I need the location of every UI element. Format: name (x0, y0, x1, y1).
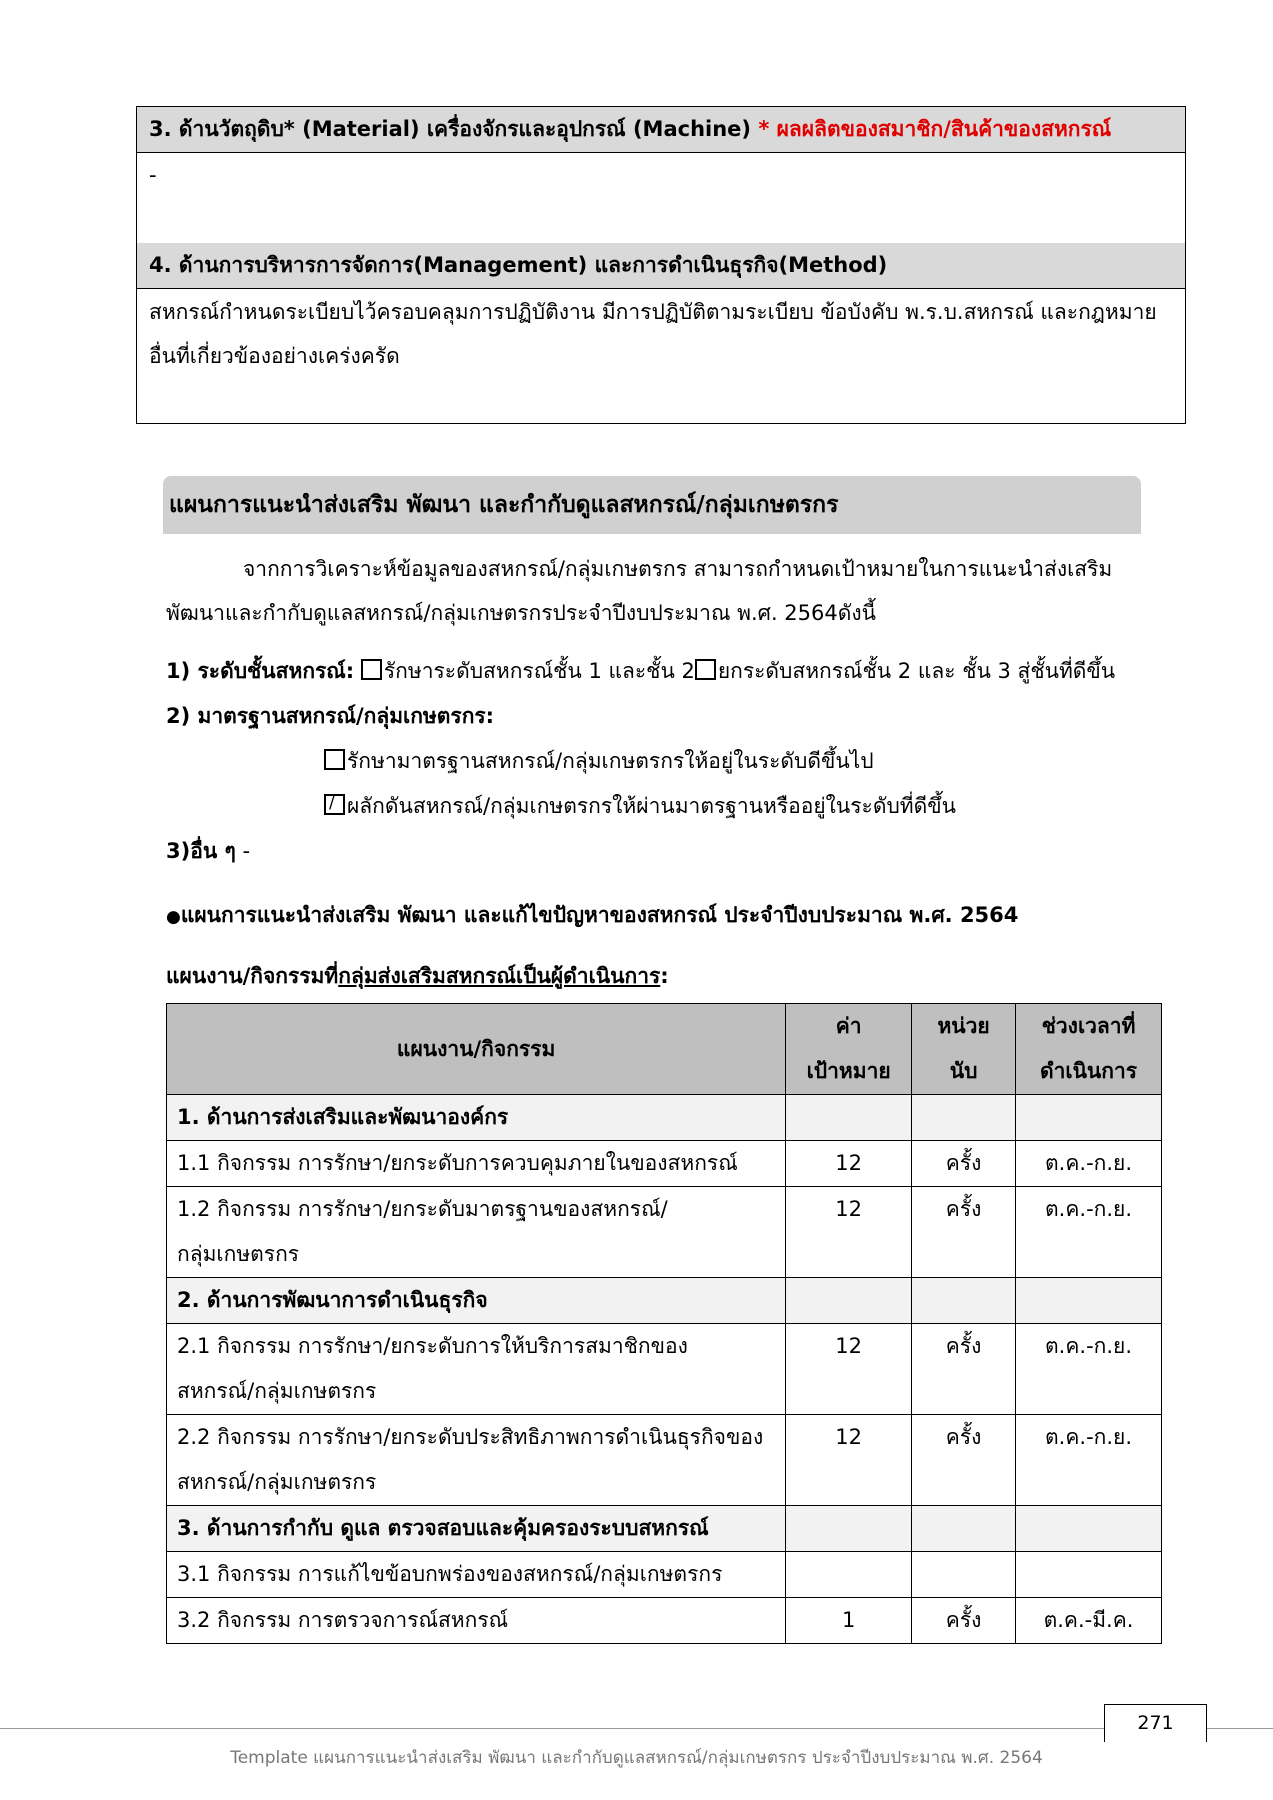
table-header-row (167, 1004, 1162, 1095)
activity-heading-prefix: แผนงาน/กิจกรรมที่ (166, 964, 339, 988)
header-period-line: ช่วงเวลาที่ (1041, 1014, 1136, 1038)
activity-cell: 1.1 กิจกรรม การรักษา/ยกระดับการควบคุมภายในของสหกรณ์ (167, 1141, 786, 1187)
group-title: 2. ด้านการพัฒนาการดำเนินธุรกิจ (167, 1278, 786, 1324)
unit-cell: ครั้ง (912, 1598, 1016, 1644)
activity-cell (167, 1187, 786, 1278)
activity-line: กลุ่มเกษตรกร (177, 1242, 300, 1266)
analysis-box (136, 106, 1186, 424)
period-cell: ต.ค.-ก.ย. (1016, 1141, 1162, 1187)
period-cell: ต.ค.-มี.ค. (1016, 1598, 1162, 1644)
header-target-line: ค่า (835, 1014, 862, 1038)
management-heading (137, 243, 1185, 289)
activity-heading-suffix: : (660, 964, 669, 988)
table-group-row (167, 1095, 1162, 1141)
other-row (166, 829, 250, 873)
unit-cell: ครั้ง (912, 1324, 1016, 1415)
header-period (1016, 1004, 1162, 1095)
level-row (166, 649, 1115, 693)
standard-opt1-row (324, 739, 874, 783)
standard-opt1-checkbox[interactable] (324, 749, 345, 770)
unit-cell: ครั้ง (912, 1141, 1016, 1187)
unit-cell (912, 1552, 1016, 1598)
table-row (167, 1324, 1162, 1415)
level-opt2-label: ยกระดับสหกรณ์ชั้น 2 และ ชั้น 3 สู่ชั้นที่ดีขึ้น (717, 659, 1116, 683)
target-cell: 12 (786, 1415, 912, 1506)
period-cell: ต.ค.-ก.ย. (1016, 1415, 1162, 1506)
target-cell: 12 (786, 1187, 912, 1278)
period-cell: ต.ค.-ก.ย. (1016, 1324, 1162, 1415)
table-row (167, 1141, 1162, 1187)
material-heading-note: * ผลผลิตของสมาชิก/สินค้าของสหกรณ์ (758, 117, 1112, 141)
intro-line-1: จากการวิเคราะห์ข้อมูลของสหกรณ์/กลุ่มเกษตรกร สามารถกำหนดเป้าหมายในการแนะนำส่งเสริม (243, 557, 1113, 581)
table-row (167, 1415, 1162, 1506)
table-row (167, 1552, 1162, 1598)
header-unit (912, 1004, 1016, 1095)
header-target (786, 1004, 912, 1095)
standard-opt2-checkbox[interactable] (324, 794, 345, 815)
bullet-heading (166, 893, 1018, 939)
material-heading-text: 3. ด้านวัตถุดิบ* (Material) เครื่องจักรและอุปกรณ์ (Machine) (149, 117, 752, 141)
table-group-row (167, 1278, 1162, 1324)
footer-text: Template แผนการแนะนำส่งเสริม พัฒนา และกำกับดูแลสหกรณ์/กลุ่มเกษตรกร ประจำปีงบประมาณ พ.ศ. 2564 (230, 1748, 1043, 1768)
header-target-line: เป้าหมาย (806, 1059, 891, 1083)
other-value: - (235, 839, 251, 863)
activity-cell (167, 1324, 786, 1415)
management-body-line: สหกรณ์กำหนดระเบียบไว้ครอบคลุมการปฏิบัติงาน มีการปฏิบัติตามระเบียบ ข้อบังคับ พ.ร.บ.สหกรณ์ และกฎหมาย (149, 300, 1157, 324)
group-title: 1. ด้านการส่งเสริมและพัฒนาองค์กร (167, 1095, 786, 1141)
table-group-row (167, 1506, 1162, 1552)
check-mark-icon: / (329, 793, 335, 813)
group-title: 3. ด้านการกำกับ ดูแล ตรวจสอบและคุ้มครองระบบสหกรณ์ (167, 1506, 786, 1552)
level-opt1-label: รักษาระดับสหกรณ์ชั้น 1 และชั้น 2 (383, 659, 695, 683)
page-number: 271 (1104, 1704, 1207, 1742)
bullet-heading-text: แผนการแนะนำส่งเสริม พัฒนา และแก้ไขปัญหาของสหกรณ์ ประจำปีงบประมาณ พ.ศ. 2564 (180, 903, 1019, 927)
activity-line: สหกรณ์/กลุ่มเกษตรกร (177, 1379, 377, 1403)
level-opt2-checkbox[interactable] (695, 659, 716, 680)
header-unit-line: หน่วย (937, 1014, 990, 1038)
header-period-line: ดำเนินการ (1039, 1059, 1138, 1083)
intro-line-2: พัฒนาและกำกับดูแลสหกรณ์/กลุ่มเกษตรกรประจำปีงบประมาณ พ.ศ. 2564ดังนี้ (166, 601, 876, 625)
activity-table (166, 1003, 1162, 1644)
other-label: 3)อื่น ๆ (166, 839, 236, 863)
header-unit-line: นับ (949, 1059, 978, 1083)
standard-opt1-label: รักษามาตรฐานสหกรณ์/กลุ่มเกษตรกรให้อยู่ในระดับดีขึ้นไป (347, 749, 874, 773)
activity-heading-underlined: กลุ่มส่งเสริมสหกรณ์เป็นผู้ดำเนินการ (338, 964, 661, 988)
activity-cell (167, 1415, 786, 1506)
target-cell: 12 (786, 1324, 912, 1415)
level-label: 1) ระดับชั้นสหกรณ์: (166, 659, 355, 683)
activity-line: 1.2 กิจกรรม การรักษา/ยกระดับมาตรฐานของสหกรณ์/ (177, 1197, 668, 1221)
standard-opt2-label: ผลักดันสหกรณ์/กลุ่มเกษตรกรให้ผ่านมาตรฐานหรืออยู่ในระดับที่ดีขึ้น (347, 794, 956, 818)
activity-line: สหกรณ์/กลุ่มเกษตรกร (177, 1470, 377, 1494)
activity-cell: 3.2 กิจกรรม การตรวจการณ์สหกรณ์ (167, 1598, 786, 1644)
period-cell (1016, 1552, 1162, 1598)
unit-cell: ครั้ง (912, 1415, 1016, 1506)
management-heading-text: 4. ด้านการบริหารการจัดการ(Management) และการดำเนินธุรกิจ(Method) (149, 253, 888, 277)
management-body-line: อื่นที่เกี่ยวข้องอย่างเคร่งครัด (149, 344, 400, 368)
activity-cell: 3.1 กิจกรรม การแก้ไขข้อบกพร่องของสหกรณ์/กลุ่มเกษตรกร (167, 1552, 786, 1598)
header-activity: แผนงาน/กิจกรรม (167, 1004, 786, 1095)
activity-line: 2.1 กิจกรรม การรักษา/ยกระดับการให้บริการสมาชิกของ (177, 1334, 688, 1358)
activity-line: 2.2 กิจกรรม การรักษา/ยกระดับประสิทธิภาพการดำเนินธุรกิจของ (177, 1425, 764, 1449)
level-opt1-checkbox[interactable] (361, 659, 382, 680)
standard-label: 2) มาตรฐานสหกรณ์/กลุ่มเกษตรกร: (166, 704, 495, 728)
target-cell (786, 1552, 912, 1598)
standard-opt2-row (324, 784, 956, 828)
table-row (167, 1187, 1162, 1278)
material-heading (137, 107, 1185, 153)
unit-cell: ครั้ง (912, 1187, 1016, 1278)
target-cell: 12 (786, 1141, 912, 1187)
material-body: - (149, 163, 157, 187)
period-cell: ต.ค.-ก.ย. (1016, 1187, 1162, 1278)
table-row (167, 1598, 1162, 1644)
bullet-icon: ● (166, 907, 181, 927)
target-cell: 1 (786, 1598, 912, 1644)
activity-heading (166, 954, 669, 998)
footer-divider (0, 1728, 1273, 1729)
plan-section-title: แผนการแนะนำส่งเสริม พัฒนา และกำกับดูแลสหกรณ์/กลุ่มเกษตรกร (163, 476, 1141, 534)
management-body (149, 290, 1157, 378)
